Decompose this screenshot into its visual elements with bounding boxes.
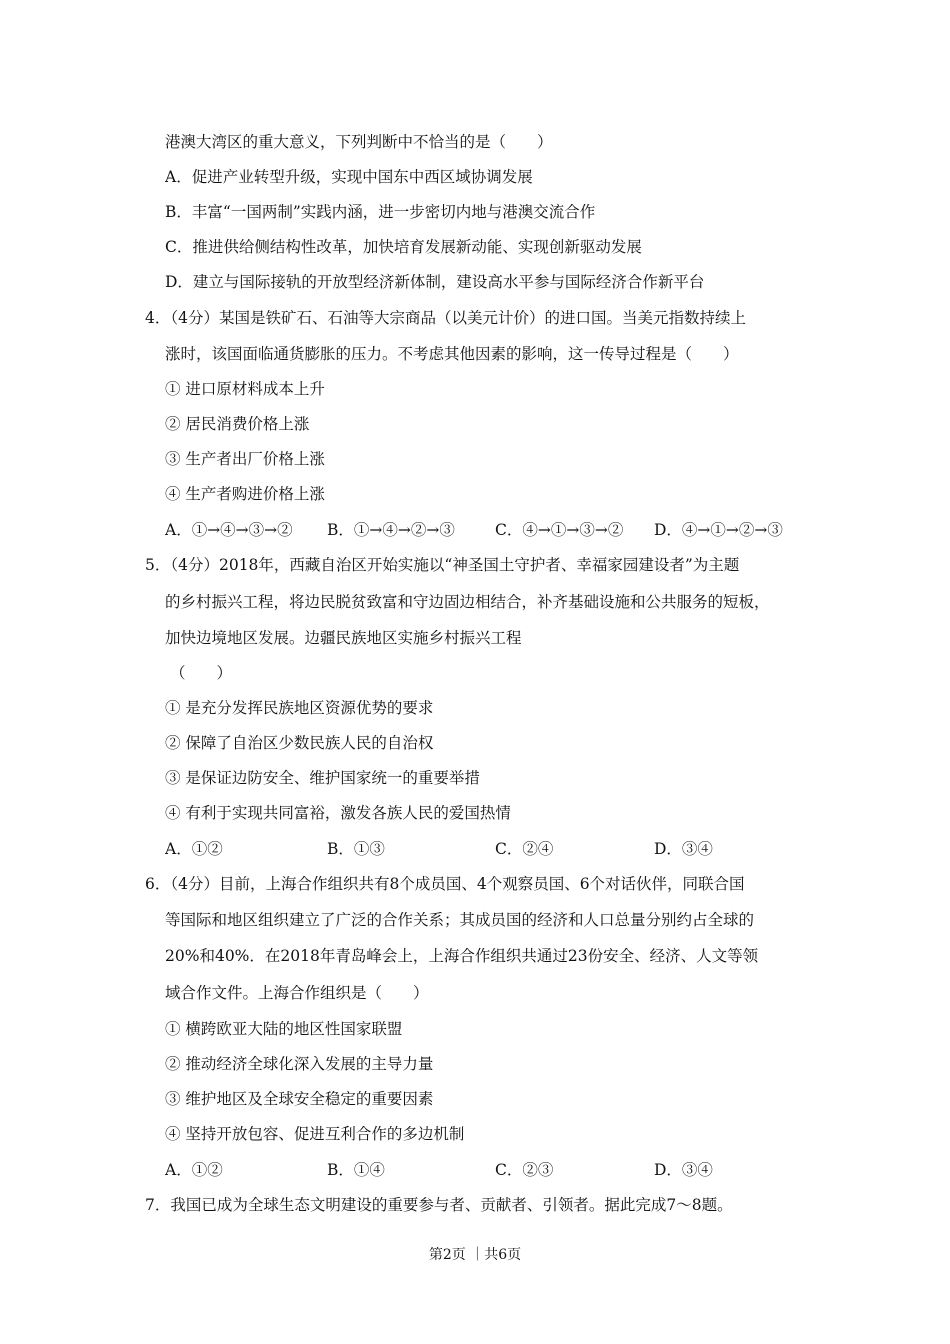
q4-stem-line1: 4．（4分）某国是铁矿石、石油等大宗商品（以美元计价）的进口国。当美元指数持续上 [145,309,746,327]
q5-item-3: ③ 是保证边防安全、维护国家统一的重要举措 [165,769,480,787]
q6-choice-a: A．①② [165,1161,223,1179]
q5-choices [0,839,950,859]
q7-stem-line1: 7．我国已成为全球生态文明建设的重要参与者、贡献者、引领者。据此完成7～8题。 [145,1196,733,1214]
q4-item-4: ④ 生产者购进价格上涨 [165,485,325,503]
q6-item-2: ② 推动经济全球化深入发展的主导力量 [165,1055,434,1073]
q4-item-1: ① 进口原材料成本上升 [165,380,325,398]
q5-choice-c: C．②④ [495,840,554,858]
q3-option-d: D．建立与国际接轨的开放型经济新体制，建设高水平参与国际经济合作新平台 [165,273,705,291]
q3-option-a: A．促进产业转型升级，实现中国东中西区域协调发展 [165,168,533,186]
q5-item-4: ④ 有利于实现共同富裕，激发各族人民的爱国热情 [165,804,511,822]
q6-stem-line1: 6．（4分）目前，上海合作组织共有8个成员国、4个观察员国、6个对话伙伴，同联合国 [145,875,745,893]
q4-choice-b: B．①→④→②→③ [327,521,455,539]
q5-stem-line1: 5．（4分）2018年，西藏自治区开始实施以“神圣国土守护者、幸福家园建设者”为主题 [145,556,740,574]
q6-choice-c: C．②③ [495,1161,554,1179]
q5-item-1: ① 是充分发挥民族地区资源优势的要求 [165,699,434,717]
q4-choice-d: D．④→①→②→③ [654,521,783,539]
q6-item-3: ③ 维护地区及全球安全稳定的重要因素 [165,1090,434,1108]
q5-choice-a: A．①② [165,840,223,858]
q4-choice-a: A．①→④→③→② [165,521,293,539]
q3-option-c: C．推进供给侧结构性改革，加快培育发展新动能、实现创新驱动发展 [165,238,642,256]
q5-choice-b: B．①③ [327,840,385,858]
q5-answer-paren: （ ） [170,664,233,682]
q3-option-b: B．丰富“一国两制”实践内涵，进一步密切内地与港澳交流合作 [165,203,596,221]
q6-choices [0,1160,950,1180]
q3-stem-continuation: 港澳大湾区的重大意义，下列判断中不恰当的是（ ） [165,133,553,151]
q4-choices [0,520,950,540]
q6-item-4: ④ 坚持开放包容、促进互利合作的多边机制 [165,1125,465,1143]
q5-item-2: ② 保障了自治区少数民族人民的自治权 [165,734,434,752]
q6-stem-line3: 20%和40%．在2018年青岛峰会上，上海合作组织共通过23份安全、经济、人文等领 [165,947,759,965]
q4-stem-line2: 涨时，该国面临通货膨胀的压力。不考虑其他因素的影响，这一传导过程是（ ） [165,345,739,363]
q4-choice-c: C．④→①→③→② [495,521,624,539]
q4-item-3: ③ 生产者出厂价格上涨 [165,450,325,468]
q5-stem-line2: 的乡村振兴工程，将边民脱贫致富和守边固边相结合，补齐基础设施和公共服务的短板， [165,593,770,611]
q4-item-2: ② 居民消费价格上涨 [165,415,310,433]
q5-choice-d: D．③④ [654,840,713,858]
q6-stem-line4: 域合作文件。上海合作组织是（ ） [165,984,429,1002]
q6-choice-d: D．③④ [654,1161,713,1179]
q5-stem-line3: 加快边境地区发展。边疆民族地区实施乡村振兴工程 [165,629,522,647]
page-footer: 第2页 ｜共6页 [428,1247,522,1263]
q6-item-1: ① 横跨欧亚大陆的地区性国家联盟 [165,1020,403,1038]
q6-stem-line2: 等国际和地区组织建立了广泛的合作关系；其成员国的经济和人口总量分别约占全球的 [165,911,755,929]
q6-choice-b: B．①④ [327,1161,385,1179]
